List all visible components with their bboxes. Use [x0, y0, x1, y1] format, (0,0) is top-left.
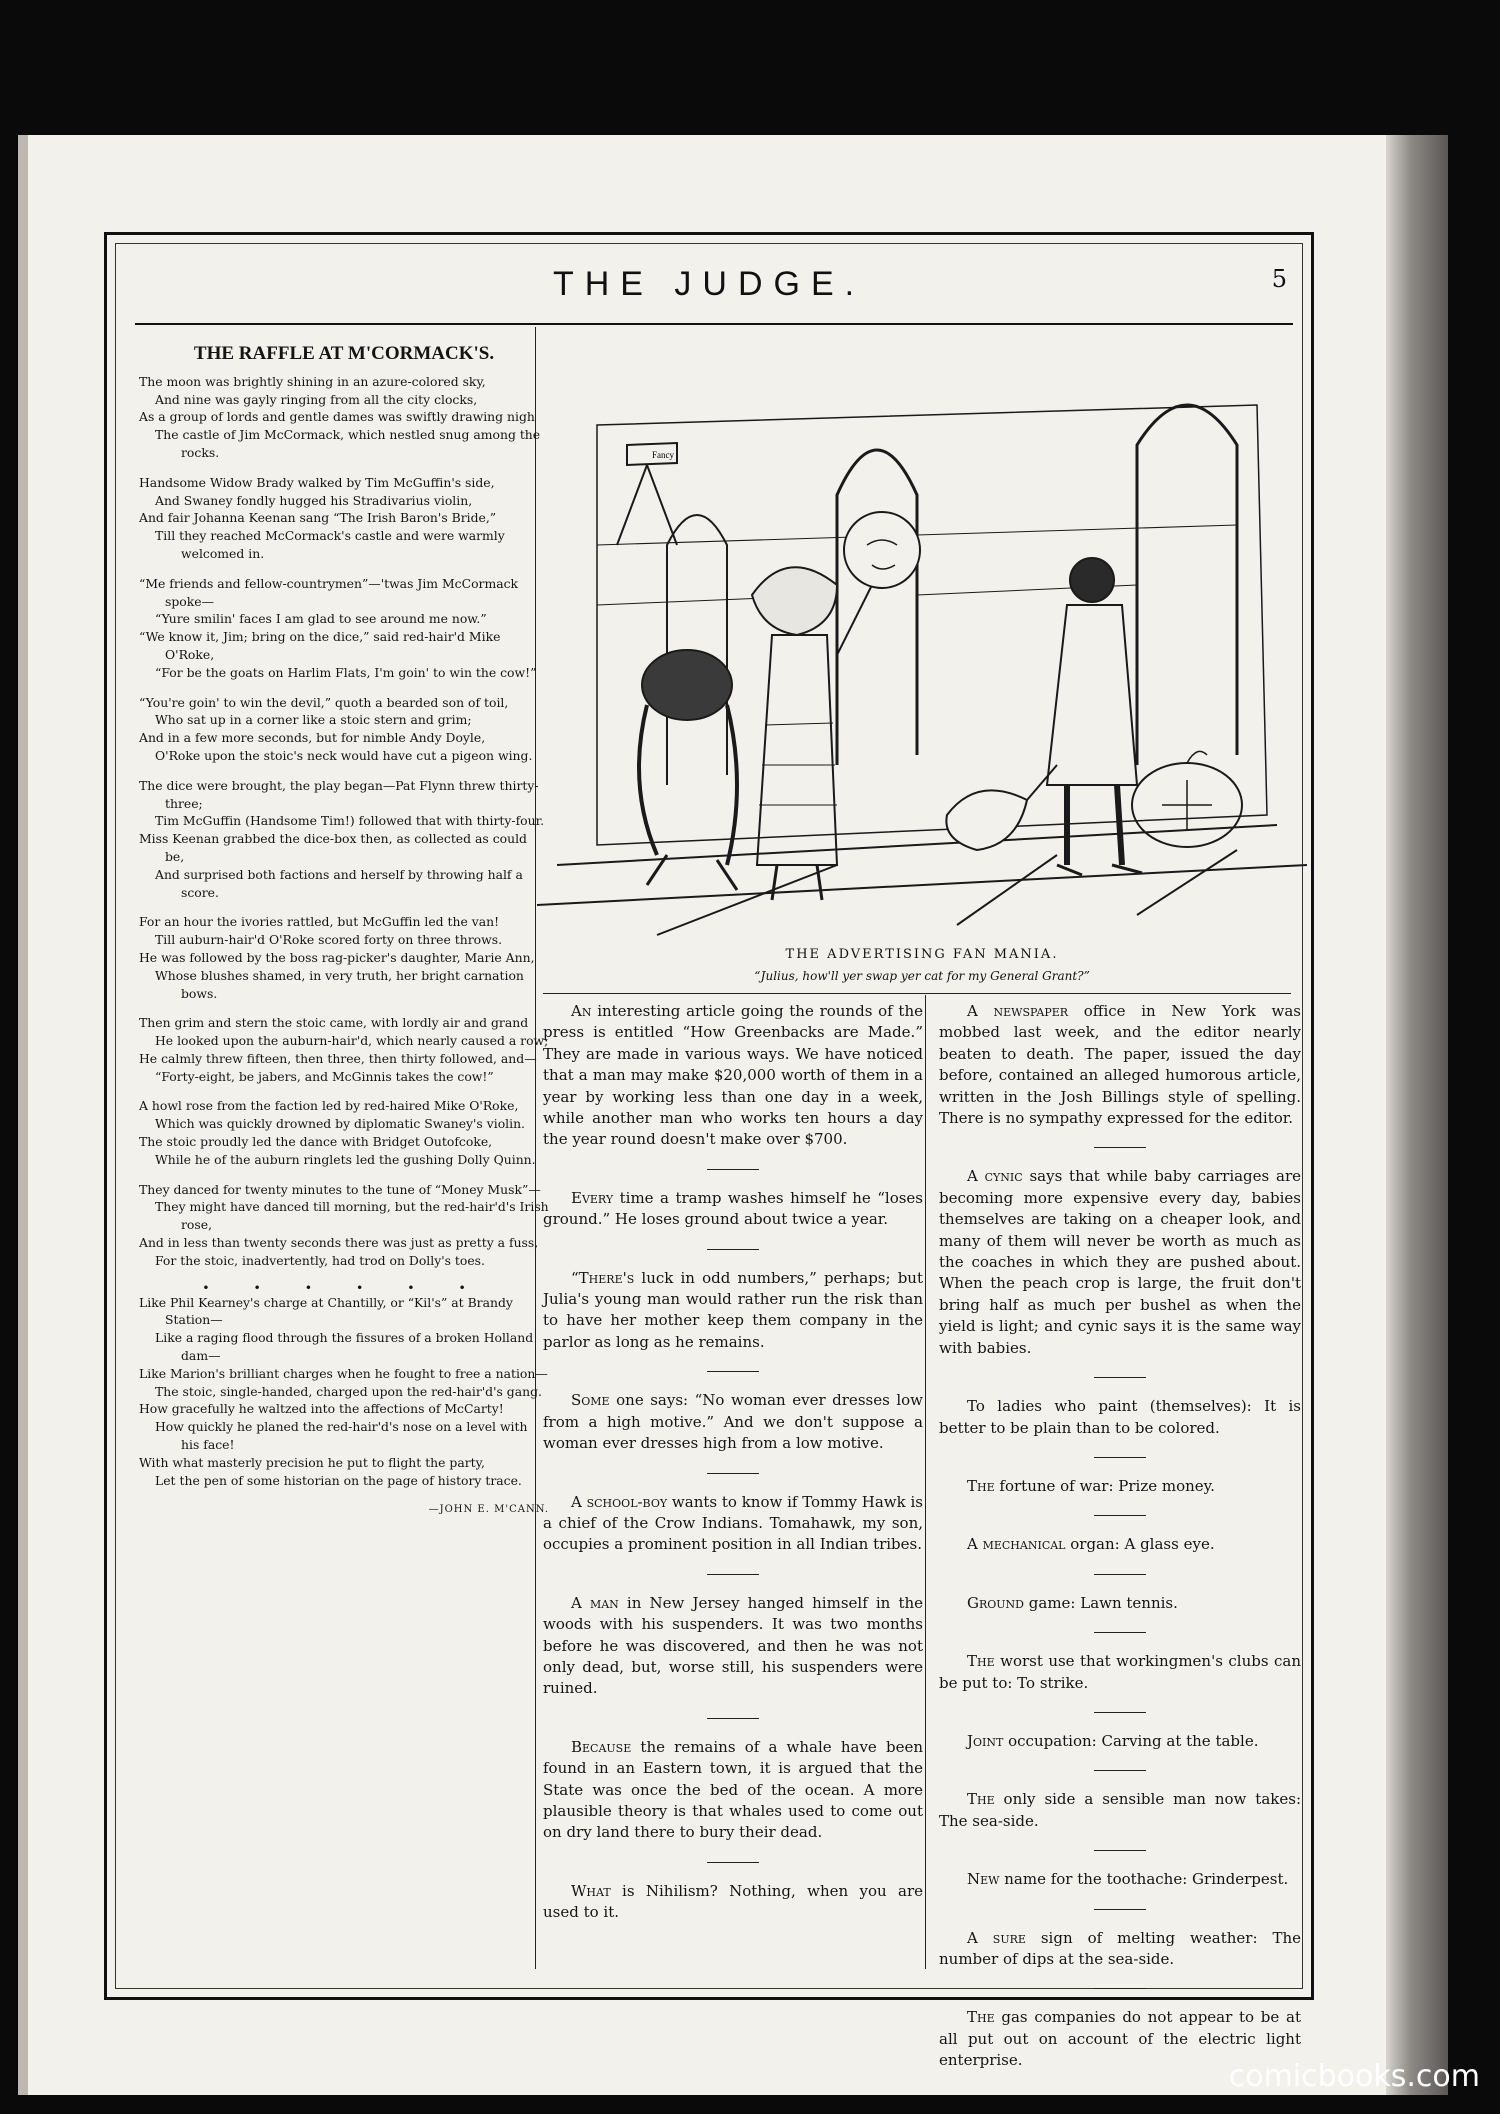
illustration-rule — [543, 993, 1291, 994]
poem-stanza — [139, 1014, 549, 1085]
squib-text: luck in odd numbers,” perhaps; but Julia's young man would rather run the risk than to have her mother keep them company in the parlor as long as he remains. — [543, 1268, 923, 1351]
poem-stanza — [139, 373, 549, 462]
illustration-sign-text: Fancy — [652, 450, 674, 460]
squib-lead: A man — [571, 1593, 619, 1612]
poem-line: He looked upon the auburn-hair'd, which nearly caused a row; — [155, 1033, 549, 1049]
squib-paragraph — [543, 1881, 923, 1924]
squib-text: the remains of a whale have been found in an Eastern town, it is argued that the State was once the bed of the ocean. A more plausible theory is that whales used to come out on dry land there to bury their dead. — [543, 1737, 923, 1842]
poem-line: Till auburn-hair'd O'Roke scored forty on three throws. — [155, 932, 503, 948]
squib-lead: What — [571, 1881, 611, 1900]
illustration-quote: “Julius, how'll yer swap yer cat for my General Grant?” — [754, 969, 1090, 983]
squib-lead: Some — [571, 1391, 610, 1410]
poem-line: And in a few more seconds, but for nimble Andy Doyle, — [139, 730, 486, 746]
poem-line: How gracefully he waltzed into the affections of McCarty! — [139, 1401, 504, 1417]
squib-text: worst use that workingmen's clubs can be put to: To strike. — [939, 1652, 1301, 1692]
squib-lead: A mechanical — [967, 1535, 1066, 1554]
poem-line: They danced for twenty minutes to the tune of “Money Musk”— — [139, 1181, 541, 1197]
squib-text: only side a sensible man now takes: The sea-side. — [939, 1790, 1301, 1830]
item-separator — [707, 1574, 759, 1575]
poem-line: “You're goin' to win the devil,” quoth a bearded son of toil, — [139, 694, 509, 710]
poem-line: Like a raging flood through the fissures of a broken Holland dam— — [155, 1330, 534, 1364]
item-separator — [707, 1473, 759, 1474]
squib-text: says that while baby carriages are becoming more expensive every day, babies themselves are taking on a cheaper look, and many of them will never be worth as much as the coaches in which they are pushed about. When the peach crop is large, the fruit don't bring half as much per bushel as when the yield is light; and cynic says it is the same way with babies. — [939, 1167, 1302, 1357]
item-separator — [1094, 1850, 1146, 1851]
poem-line: He calmly threw fifteen, then three, then thirty followed, and— — [139, 1050, 537, 1066]
squib-paragraph — [939, 1928, 1301, 1971]
squib-paragraph — [939, 1651, 1301, 1694]
poem-title: THE RAFFLE AT M'CORMACK'S. — [193, 343, 495, 364]
squib-paragraph — [939, 1396, 1301, 1439]
poem-line: He was followed by the boss rag-picker's daughter, Marie Ann, — [139, 949, 535, 965]
poem-final-stanza — [139, 1294, 549, 1490]
poem-line: With what masterly precision he put to flight the party, — [139, 1454, 485, 1470]
poem-line: “Forty-eight, be jabers, and McGinnis takes the cow!” — [155, 1068, 494, 1084]
squib-lead: A school-boy — [571, 1492, 668, 1511]
squib-lead: The — [967, 2008, 995, 2027]
squib-paragraph — [939, 1789, 1301, 1832]
squib-lead: Every — [571, 1188, 614, 1207]
poem-stanza — [139, 575, 549, 682]
poem-line: Like Phil Kearney's charge at Chantilly, or “Kil's” at Brandy Station— — [139, 1294, 513, 1328]
watermark: comicbooks.com — [1228, 2059, 1480, 2094]
squib-lead: The — [967, 1652, 995, 1671]
poem-dots: • • • • • • — [202, 1279, 486, 1295]
page-edge — [1386, 135, 1448, 2095]
item-separator — [1094, 1909, 1146, 1910]
squib-text: gas companies do not appear to be at all put out on account of the electric light enterprise. — [939, 2008, 1301, 2070]
squib-paragraph — [939, 1869, 1301, 1890]
squib-lead: The — [967, 1790, 995, 1809]
squib-lead: Ground — [967, 1593, 1024, 1612]
poem-line: Handsome Widow Brady walked by Tim McGuffin's side, — [139, 474, 495, 490]
squib-paragraph — [543, 1390, 923, 1454]
poem-line: Let the pen of some historian on the page of history trace. — [155, 1472, 522, 1488]
item-separator — [707, 1862, 759, 1863]
squib-paragraph — [939, 1001, 1301, 1129]
poem-line: The moon was brightly shining in an azure-colored sky, — [139, 373, 486, 389]
squib-paragraph — [939, 1476, 1301, 1497]
poem-line: For an hour the ivories rattled, but McGuffin led the van! — [139, 914, 500, 930]
squib-text: organ: A glass eye. — [1065, 1535, 1215, 1554]
poem-line: They might have danced till morning, but the red-hair'd's Irish rose, — [155, 1199, 549, 1233]
squib-lead: Because — [571, 1737, 632, 1756]
item-separator — [1094, 1515, 1146, 1516]
poem-line: Like Marion's brilliant charges when he fought to free a nation— — [139, 1365, 548, 1381]
poem-line: And fair Johanna Keenan sang “The Irish Baron's Bride,” — [139, 510, 497, 526]
poem-signature: —JOHN E. M'CANN. — [428, 1504, 549, 1516]
poem-line: Tim McGuffin (Handsome Tim!) followed that with thirty-four. — [155, 813, 545, 829]
item-separator — [707, 1249, 759, 1250]
squib-paragraph — [939, 1534, 1301, 1555]
item-separator — [1094, 1632, 1146, 1633]
poem-line: And surprised both factions and herself by throwing half a score. — [155, 866, 523, 900]
poem-line: Which was quickly drowned by diplomatic Swaney's violin. — [155, 1116, 525, 1132]
poem-line: As a group of lords and gentle dames was swiftly drawing nigh — [139, 409, 535, 425]
poem-line: “Yure smilin' faces I am glad to see around me now.” — [155, 611, 487, 627]
page-frame — [104, 232, 1314, 2070]
illustration-caption: THE ADVERTISING FAN MANIA. — [785, 947, 1059, 962]
poem-line: The stoic proudly led the dance with Bridget Outofcoke, — [139, 1134, 493, 1150]
item-separator — [1094, 1457, 1146, 1458]
squib-text: occupation: Carving at the table. — [1003, 1731, 1259, 1750]
poem-stanza — [139, 777, 549, 902]
squib-lead: New — [967, 1870, 1000, 1889]
squib-paragraph — [543, 1737, 923, 1844]
column-divider-right — [925, 995, 926, 1969]
poem-line: How quickly he planed the red-hair'd's nose on a level with his face! — [155, 1419, 528, 1453]
masthead-rule — [135, 323, 1293, 325]
squib-text: game: Lawn tennis. — [1024, 1593, 1178, 1612]
poem-line: Till they reached McCormack's castle and were warmly welcomed in. — [155, 528, 505, 561]
poem-column — [139, 337, 549, 1519]
poem-stanza — [139, 1181, 549, 1270]
poem-stanza — [139, 913, 549, 1002]
page-number: 5 — [1271, 265, 1287, 293]
squib-lead: The — [967, 1476, 995, 1495]
squib-text: interesting article going the rounds of the press is entitled “How Greenbacks are Made.” They are made in various ways. We have noticed that a man may make $20,000 worth of them in a year by working less than one day in a week, while another man who works ten hours a day the year round doesn't make over $700. — [543, 1002, 923, 1149]
right-column — [939, 1001, 1301, 2072]
masthead: THE JUDGE. — [552, 265, 866, 303]
poem-line: For the stoic, inadvertently, had trod on Dolly's toes. — [155, 1252, 485, 1268]
item-separator — [1094, 1712, 1146, 1713]
squib-text: name for the toothache: Grinderpest. — [999, 1870, 1289, 1889]
item-separator — [707, 1169, 759, 1170]
squib-paragraph — [543, 1492, 923, 1556]
poem-line: The dice were brought, the play began—Pat Flynn threw thirty-three; — [139, 777, 539, 811]
squib-paragraph — [543, 1593, 923, 1700]
squib-text: To ladies who paint (themselves): It is better to be plain than to be colored. — [939, 1397, 1301, 1437]
poem-line: “Me friends and fellow-countrymen”—'twas Jim McCormack spoke— — [139, 575, 519, 609]
item-separator — [707, 1718, 759, 1719]
poem-line: O'Roke upon the stoic's neck would have cut a pigeon wing. — [155, 747, 533, 763]
item-separator — [1094, 1147, 1146, 1148]
item-separator — [1094, 1377, 1146, 1378]
poem-stanza — [139, 1097, 549, 1168]
squib-paragraph — [543, 1268, 923, 1354]
squib-paragraph — [939, 1731, 1301, 1752]
poem-body — [139, 373, 549, 1270]
poem-line: The stoic, single-handed, charged upon the red-hair'd's gang. — [155, 1383, 542, 1399]
squib-lead: A cynic — [967, 1167, 1023, 1186]
squib-paragraph — [939, 1593, 1301, 1614]
poem-line: “We know it, Jim; bring on the dice,” said red-hair'd Mike O'Roke, — [139, 629, 501, 662]
squib-text: office in New York was mobbed last week, and the editor nearly beaten to death. The paper, issued the day before, contained an alleged humorous article, written in the Josh Billings style of spelling. There is no sympathy expressed for the editor. — [939, 1002, 1301, 1128]
poem-line: The castle of Jim McCormack, which nestled snug among the rocks. — [155, 427, 541, 460]
squib-text: wants to know if Tommy Hawk is a chief of the Crow Indians. Tomahawk, my son, occupies a prominent position in all Indian tribes. — [543, 1492, 923, 1554]
page-spine — [18, 135, 28, 2095]
poem-line: Miss Keenan grabbed the dice-box then, as collected as could be, — [139, 831, 527, 864]
squib-paragraph — [939, 1166, 1301, 1359]
item-separator — [707, 1371, 759, 1372]
squib-text: time a tramp washes himself he “loses ground.” He loses ground about twice a year. — [543, 1188, 923, 1229]
squib-paragraph — [543, 1188, 923, 1231]
squib-paragraph — [543, 1001, 923, 1151]
squib-lead: “There's — [571, 1268, 635, 1287]
middle-column — [543, 1001, 923, 1924]
squib-lead: A newspaper — [967, 1002, 1069, 1020]
poem-line: Who sat up in a corner like a stoic stern and grim; — [155, 712, 472, 728]
squib-text: sign of melting weather: The number of dips at the sea-side. — [939, 1928, 1301, 1968]
squib-text: in New Jersey hanged himself in the woods with his suspenders. It was two months before he was discovered, and then he was not only dead, but, worse still, his suspenders were ruined. — [543, 1593, 924, 1698]
item-separator — [1094, 1770, 1146, 1771]
poem-stanza — [139, 474, 549, 563]
poem-line: Then grim and stern the stoic came, with lordly air and grand — [139, 1015, 529, 1031]
poem-line: And in less than twenty seconds there was just as pretty a fuss, — [139, 1235, 539, 1251]
poem-line: A howl rose from the faction led by red-haired Mike O'Roke, — [139, 1098, 519, 1114]
poem-line: “For be the goats on Harlim Flats, I'm goin' to win the cow!” — [155, 664, 537, 680]
poem-line: Whose blushes shamed, in very truth, her bright carnation bows. — [155, 967, 524, 1001]
poem-stanza — [139, 694, 549, 765]
squib-text: one says: “No woman ever dresses low from a high motive.” And we don't suppose a woman ever dresses high from a low motive. — [543, 1391, 923, 1453]
squib-text: fortune of war: Prize money. — [994, 1476, 1215, 1495]
squib-text: is Nihilism? Nothing, when you are used to it. — [543, 1881, 923, 1922]
poem-line: While he of the auburn ringlets led the gushing Dolly Quinn. — [155, 1151, 536, 1167]
squib-lead: A sure — [967, 1928, 1026, 1947]
squib-lead: An — [571, 1002, 592, 1020]
squib-lead: Joint — [967, 1731, 1004, 1750]
poem-line: And nine was gayly ringing from all the city clocks, — [155, 391, 478, 407]
item-separator — [1094, 1574, 1146, 1575]
illustration-fan-mania — [537, 345, 1307, 945]
poem-line: And Swaney fondly hugged his Stradivarius violin, — [155, 492, 473, 508]
item-separator — [1094, 1988, 1146, 1989]
